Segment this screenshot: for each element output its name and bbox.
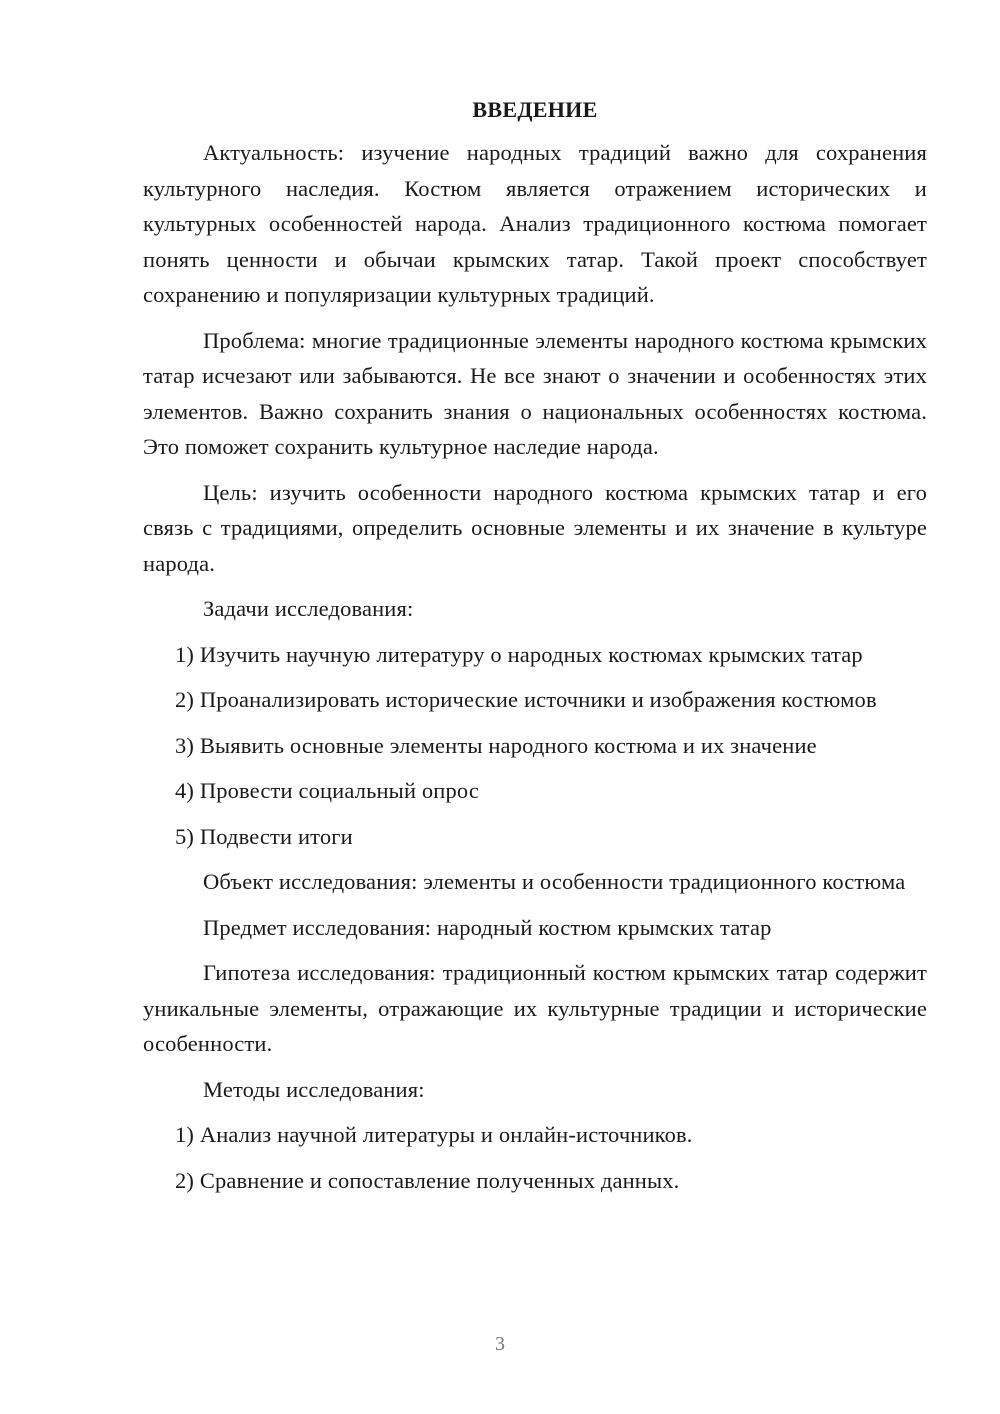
page-number: 3 [495, 1333, 505, 1355]
task-item-1: 1) Изучить научную литературу о народных костюмах крымских татар [175, 641, 863, 667]
method-item-2: 2) Сравнение и сопоставление полученных данных. [175, 1167, 680, 1193]
task-item-2: 2) Проанализировать исторические источники и изображения костюмов [175, 687, 877, 712]
paragraph-goal: Цель: изучить особенности народного костюма крымских татар и его связь с традициями, определить основные элементы и их значение в культуре народа. [143, 479, 927, 576]
tasks-heading: Задачи исследования: [203, 596, 414, 621]
paragraph-relevance: Актуальность: изучение народных традиций важно для сохранения культурного наследия. Костюм является отражением исторических и культурных особенностей народа. Анализ традиционного костюма помогает понять ценности и обычаи крымских татар. Такой проект способствует сохранению и популяризации культурных традиций. [143, 140, 927, 307]
section-title: ВВЕДЕНИЕ [472, 97, 598, 122]
paragraph-problem: Проблема: многие традиционные элементы народного костюма крымских татар исчезают или забываются. Не все знают о значении и особенностях этих элементов. Важно сохранить знания о национальных особенностях костюма. Это поможет сохранить культурное наследие народа. [143, 327, 927, 459]
task-item-5: 5) Подвести итоги [175, 823, 353, 849]
method-item-1: 1) Анализ научной литературы и онлайн-источников. [175, 1122, 693, 1147]
task-item-3: 3) Выявить основные элементы народного костюма и их значение [175, 732, 817, 758]
paragraph-object: Объект исследования: элементы и особенности традиционного костюма [203, 869, 906, 894]
page-content [143, 93, 927, 1208]
task-item-4: 4) Провести социальный опрос [175, 778, 479, 803]
methods-heading: Методы исследования: [203, 1076, 425, 1102]
paragraph-hypothesis: Гипотеза исследования: традиционный костюм крымских татар содержит уникальные элементы, отражающие их культурные традиции и исторические особенности. [143, 960, 927, 1056]
paragraph-subject: Предмет исследования: народный костюм крымских татар [203, 914, 772, 940]
